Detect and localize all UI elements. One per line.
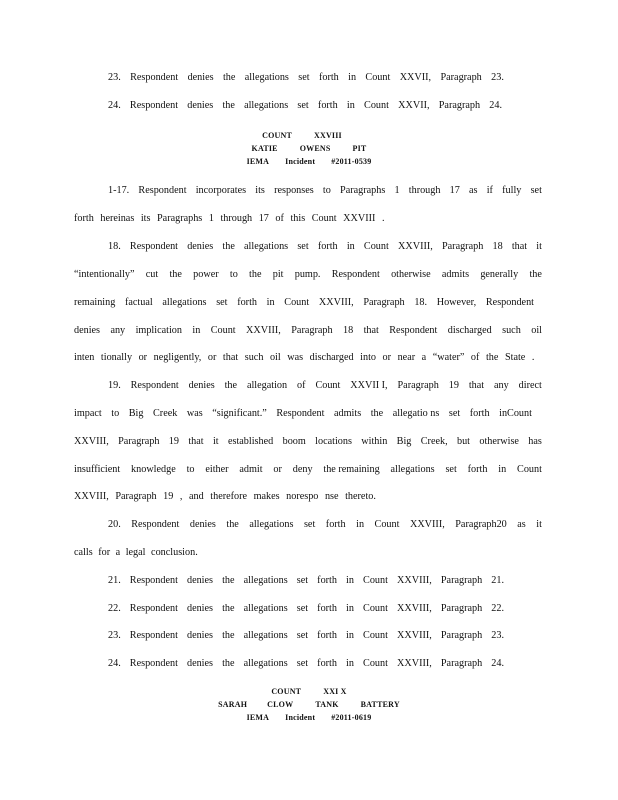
- word: the: [169, 269, 182, 280]
- word: was: [186, 408, 203, 419]
- word: 20.: [108, 519, 121, 530]
- word: Respondent: [129, 100, 179, 111]
- para-18-line-1: [108, 240, 542, 254]
- word: admit: [239, 464, 263, 475]
- para-18-line-5: inten tionally or negligently, or that such oil was discharged into or near a “water” of the State .: [74, 352, 535, 363]
- word: Respondent: [129, 241, 179, 252]
- word: 22.: [108, 603, 121, 614]
- site-name-2-4: BATTERY: [360, 700, 400, 709]
- count-number-2: XXI X: [323, 687, 347, 696]
- word: Count: [315, 380, 341, 391]
- word: that: [468, 380, 485, 391]
- word: Count: [365, 72, 391, 83]
- word: Respondent: [131, 519, 180, 530]
- word: Paragraph: [440, 630, 483, 641]
- word: Paragraph: [363, 297, 405, 308]
- word: Respondent: [129, 575, 178, 586]
- word: otherwise: [391, 269, 431, 280]
- word: the: [222, 630, 235, 641]
- word: in: [266, 297, 275, 308]
- word: forth: [317, 575, 337, 586]
- word: allegations: [243, 630, 288, 641]
- word: the: [222, 603, 235, 614]
- word: Count: [517, 464, 542, 475]
- word: Paragraph: [291, 325, 333, 336]
- count-heading-1: [0, 129, 618, 168]
- word: in: [348, 72, 357, 83]
- word: denies: [186, 630, 213, 641]
- count-number: XXVIII: [314, 131, 342, 140]
- word: in: [346, 603, 354, 614]
- word: admits: [334, 408, 362, 419]
- word: allegations: [390, 464, 435, 475]
- word: 17: [449, 185, 460, 196]
- site-name-2-1: SARAH: [218, 700, 248, 709]
- word: set: [296, 603, 309, 614]
- site-name-1: KATIE: [251, 144, 278, 153]
- word: forth: [317, 603, 337, 614]
- word: forth: [467, 464, 488, 475]
- word: in: [498, 464, 507, 475]
- word: cut: [145, 269, 159, 280]
- word: pit: [272, 269, 284, 280]
- word: XXVIII,: [397, 575, 432, 586]
- word: Respondent: [130, 72, 179, 83]
- word: set: [297, 241, 309, 252]
- word: Paragraph: [438, 100, 481, 111]
- word: Big: [396, 436, 412, 447]
- word: forth: [237, 297, 257, 308]
- word: XXVIII,: [409, 519, 445, 530]
- para-20-line-2: calls for a legal conclusion.: [74, 547, 198, 558]
- word: 23.: [108, 630, 121, 641]
- iema-label-2: IEMA: [246, 713, 270, 722]
- word: the: [226, 519, 239, 530]
- word: Creek: [153, 408, 178, 419]
- word: to: [186, 464, 195, 475]
- word: such: [502, 325, 521, 336]
- word: in: [346, 658, 354, 669]
- word: 18: [342, 325, 354, 336]
- word: allegations: [243, 658, 288, 669]
- word: it: [536, 241, 542, 252]
- word: allegation: [246, 380, 288, 391]
- word: set: [296, 658, 309, 669]
- word: it: [212, 436, 219, 447]
- word: that: [363, 325, 379, 336]
- word: Count: [363, 575, 388, 586]
- word: denies: [188, 380, 215, 391]
- word: Respondent: [331, 269, 380, 280]
- word: Count: [363, 658, 388, 669]
- word: in: [356, 519, 365, 530]
- word: 23.: [108, 72, 121, 83]
- para-19-line-4: [74, 463, 542, 477]
- word: locations: [315, 436, 352, 447]
- word: the: [249, 269, 262, 280]
- word: the: [224, 380, 238, 391]
- word: responses: [274, 185, 314, 196]
- word: power: [193, 269, 219, 280]
- word: Count: [284, 297, 310, 308]
- word: allegations: [162, 297, 207, 308]
- word: XXVIII,: [398, 241, 433, 252]
- word: Creek,: [420, 436, 448, 447]
- word: “intentionally”: [74, 269, 135, 280]
- word: denies: [186, 658, 213, 669]
- top-line-24: [108, 99, 502, 113]
- word: Paragraphs: [340, 185, 386, 196]
- word: 18.: [414, 297, 428, 308]
- word: if: [486, 185, 493, 196]
- para-19-line-5: XXVIII, Paragraph 19 , and therefore makes norespo nse thereto.: [74, 491, 376, 502]
- word: Respondent: [138, 185, 187, 196]
- word: Respondent: [129, 603, 178, 614]
- word: knowledge: [131, 464, 176, 475]
- word: 24.: [108, 658, 121, 669]
- word: However,: [436, 297, 477, 308]
- iema-label: IEMA: [246, 157, 270, 166]
- word: direct: [518, 380, 542, 391]
- word: XXVIII,: [397, 658, 432, 669]
- word: XXVIII,: [397, 630, 432, 641]
- word: in: [346, 575, 354, 586]
- word: established: [227, 436, 274, 447]
- word: Paragraph: [441, 241, 484, 252]
- incident-id: #2011-0539: [331, 157, 372, 166]
- incident-label-2: Incident: [285, 713, 316, 722]
- word: deny: [292, 464, 313, 475]
- word: forth: [317, 241, 338, 252]
- word: forth: [317, 630, 337, 641]
- word: has: [528, 436, 542, 447]
- word: the: [222, 100, 235, 111]
- word: Count: [374, 519, 400, 530]
- word: XXVII,: [398, 100, 430, 111]
- word: any: [110, 325, 126, 336]
- word: Count: [363, 630, 388, 641]
- word: 24.: [108, 100, 121, 111]
- word: that: [188, 436, 204, 447]
- para-24-line: [108, 657, 504, 671]
- word: the: [222, 575, 235, 586]
- word: set: [445, 464, 457, 475]
- word: set: [216, 297, 228, 308]
- word: discharged: [447, 325, 492, 336]
- word: Respondent: [129, 658, 178, 669]
- word: forth: [318, 72, 339, 83]
- word: through: [408, 185, 441, 196]
- para-18-line-4: [74, 324, 542, 338]
- word: denies: [186, 603, 213, 614]
- incident-id-2: #2011-0619: [331, 713, 372, 722]
- word: the: [529, 269, 542, 280]
- word: 19.: [108, 380, 121, 391]
- word: the: [370, 408, 384, 419]
- word: Paragraph: [440, 603, 483, 614]
- word: forth: [317, 100, 338, 111]
- para-18-line-2: [74, 268, 542, 282]
- word: XXVIII,: [397, 603, 432, 614]
- word: set: [297, 100, 309, 111]
- word: denies: [187, 72, 214, 83]
- para-21-line: [108, 574, 504, 588]
- word: impact: [74, 408, 102, 419]
- para-23-line: [108, 629, 504, 643]
- word: 1: [394, 185, 400, 196]
- word: as: [517, 519, 526, 530]
- word: allegations: [243, 603, 288, 614]
- site-name-2-3: TANK: [315, 700, 339, 709]
- word: insufficient: [74, 464, 121, 475]
- word: in: [192, 325, 201, 336]
- word: Paragraph: [397, 380, 439, 391]
- word: Respondent: [276, 408, 325, 419]
- word: admits: [441, 269, 470, 280]
- word: set: [296, 630, 309, 641]
- word: in: [346, 630, 354, 641]
- word: it: [536, 519, 542, 530]
- site-name-2-2: CLOW: [267, 700, 294, 709]
- word: allegations: [243, 575, 288, 586]
- word: in: [346, 100, 355, 111]
- site-name-2: OWENS: [299, 144, 331, 153]
- word: 21.: [491, 575, 504, 586]
- word: Count: [364, 100, 389, 111]
- word: set: [298, 72, 310, 83]
- count-label-2: COUNT: [271, 687, 302, 696]
- word: 23.: [491, 630, 504, 641]
- word: “significant.”: [212, 408, 267, 419]
- word: the: [222, 241, 235, 252]
- word: that: [511, 241, 528, 252]
- top-line-23: [108, 71, 504, 85]
- word: incorporates: [195, 185, 247, 196]
- word: factual: [124, 297, 153, 308]
- word: either: [205, 464, 229, 475]
- word: Paragraph: [440, 72, 482, 83]
- word: Count: [210, 325, 236, 336]
- word: 19: [168, 436, 179, 447]
- word: XXVII I,: [350, 380, 388, 391]
- word: 24.: [491, 658, 504, 669]
- word: 19: [448, 380, 459, 391]
- word: denies: [187, 100, 214, 111]
- word: Respondent: [129, 630, 178, 641]
- word: inCount: [499, 408, 532, 419]
- word: within: [361, 436, 388, 447]
- para-18-line-3: [74, 296, 534, 310]
- word: XXVIII,: [246, 325, 281, 336]
- word: set: [296, 575, 309, 586]
- para-22-line: [108, 602, 504, 616]
- word: 18.: [108, 241, 121, 252]
- para-1-17-line-1: [108, 184, 542, 198]
- word: set: [448, 408, 461, 419]
- word: of: [297, 380, 306, 391]
- word: forth: [317, 658, 337, 669]
- word: Count: [363, 603, 388, 614]
- word: forth: [325, 519, 346, 530]
- count-label: COUNT: [262, 131, 292, 140]
- site-name-3: PIT: [352, 144, 367, 153]
- word: XXVII,: [399, 72, 432, 83]
- word: but: [456, 436, 470, 447]
- word: Count: [363, 241, 389, 252]
- word: 23.: [491, 72, 504, 83]
- para-19-line-3: [74, 435, 542, 449]
- word: set: [303, 519, 316, 530]
- para-19-line-1: [108, 379, 542, 393]
- word: fully: [502, 185, 522, 196]
- word: 22.: [491, 603, 504, 614]
- word: remaining: [74, 297, 116, 308]
- word: any: [494, 380, 509, 391]
- word: set: [530, 185, 542, 196]
- word: allegations: [249, 519, 294, 530]
- para-20-line-1: [108, 518, 542, 532]
- word: Big: [128, 408, 144, 419]
- word: Respondent: [485, 297, 534, 308]
- word: to: [111, 408, 120, 419]
- incident-label: Incident: [285, 157, 316, 166]
- word: allegations: [244, 241, 289, 252]
- word: in: [346, 241, 355, 252]
- word: forth: [469, 408, 490, 419]
- word: denies: [187, 241, 214, 252]
- para-19-line-2: [74, 407, 532, 421]
- word: its: [255, 185, 265, 196]
- word: Paragraph: [118, 436, 160, 447]
- word: Paragraph20: [455, 519, 507, 530]
- word: 18: [492, 241, 503, 252]
- word: boom: [282, 436, 306, 447]
- word: 1-17.: [108, 185, 130, 196]
- word: Paragraph: [440, 658, 483, 669]
- word: denies: [74, 325, 101, 336]
- word: to: [229, 269, 238, 280]
- word: Respondent: [130, 380, 179, 391]
- word: XXVIII,: [318, 297, 354, 308]
- word: the remaining: [323, 464, 380, 475]
- word: the: [222, 658, 235, 669]
- word: denies: [186, 575, 213, 586]
- word: the: [222, 72, 236, 83]
- word: generally: [480, 269, 519, 280]
- count-heading-2: [0, 685, 618, 724]
- word: oil: [531, 325, 542, 336]
- word: to: [322, 185, 331, 196]
- word: pump.: [294, 269, 321, 280]
- word: otherwise: [479, 436, 519, 447]
- word: allegatio ns: [392, 408, 440, 419]
- word: as: [469, 185, 478, 196]
- word: 21.: [108, 575, 121, 586]
- word: Paragraph: [440, 575, 483, 586]
- word: XXVIII,: [74, 436, 109, 447]
- word: allegations: [244, 72, 289, 83]
- word: or: [273, 464, 282, 475]
- word: 24.: [489, 100, 502, 111]
- word: implication: [135, 325, 182, 336]
- word: Respondent: [389, 325, 438, 336]
- word: denies: [189, 519, 216, 530]
- word: allegations: [244, 100, 289, 111]
- para-1-17-line-2: forth hereinas its Paragraphs 1 through 17 of this Count XXVIII .: [74, 213, 385, 224]
